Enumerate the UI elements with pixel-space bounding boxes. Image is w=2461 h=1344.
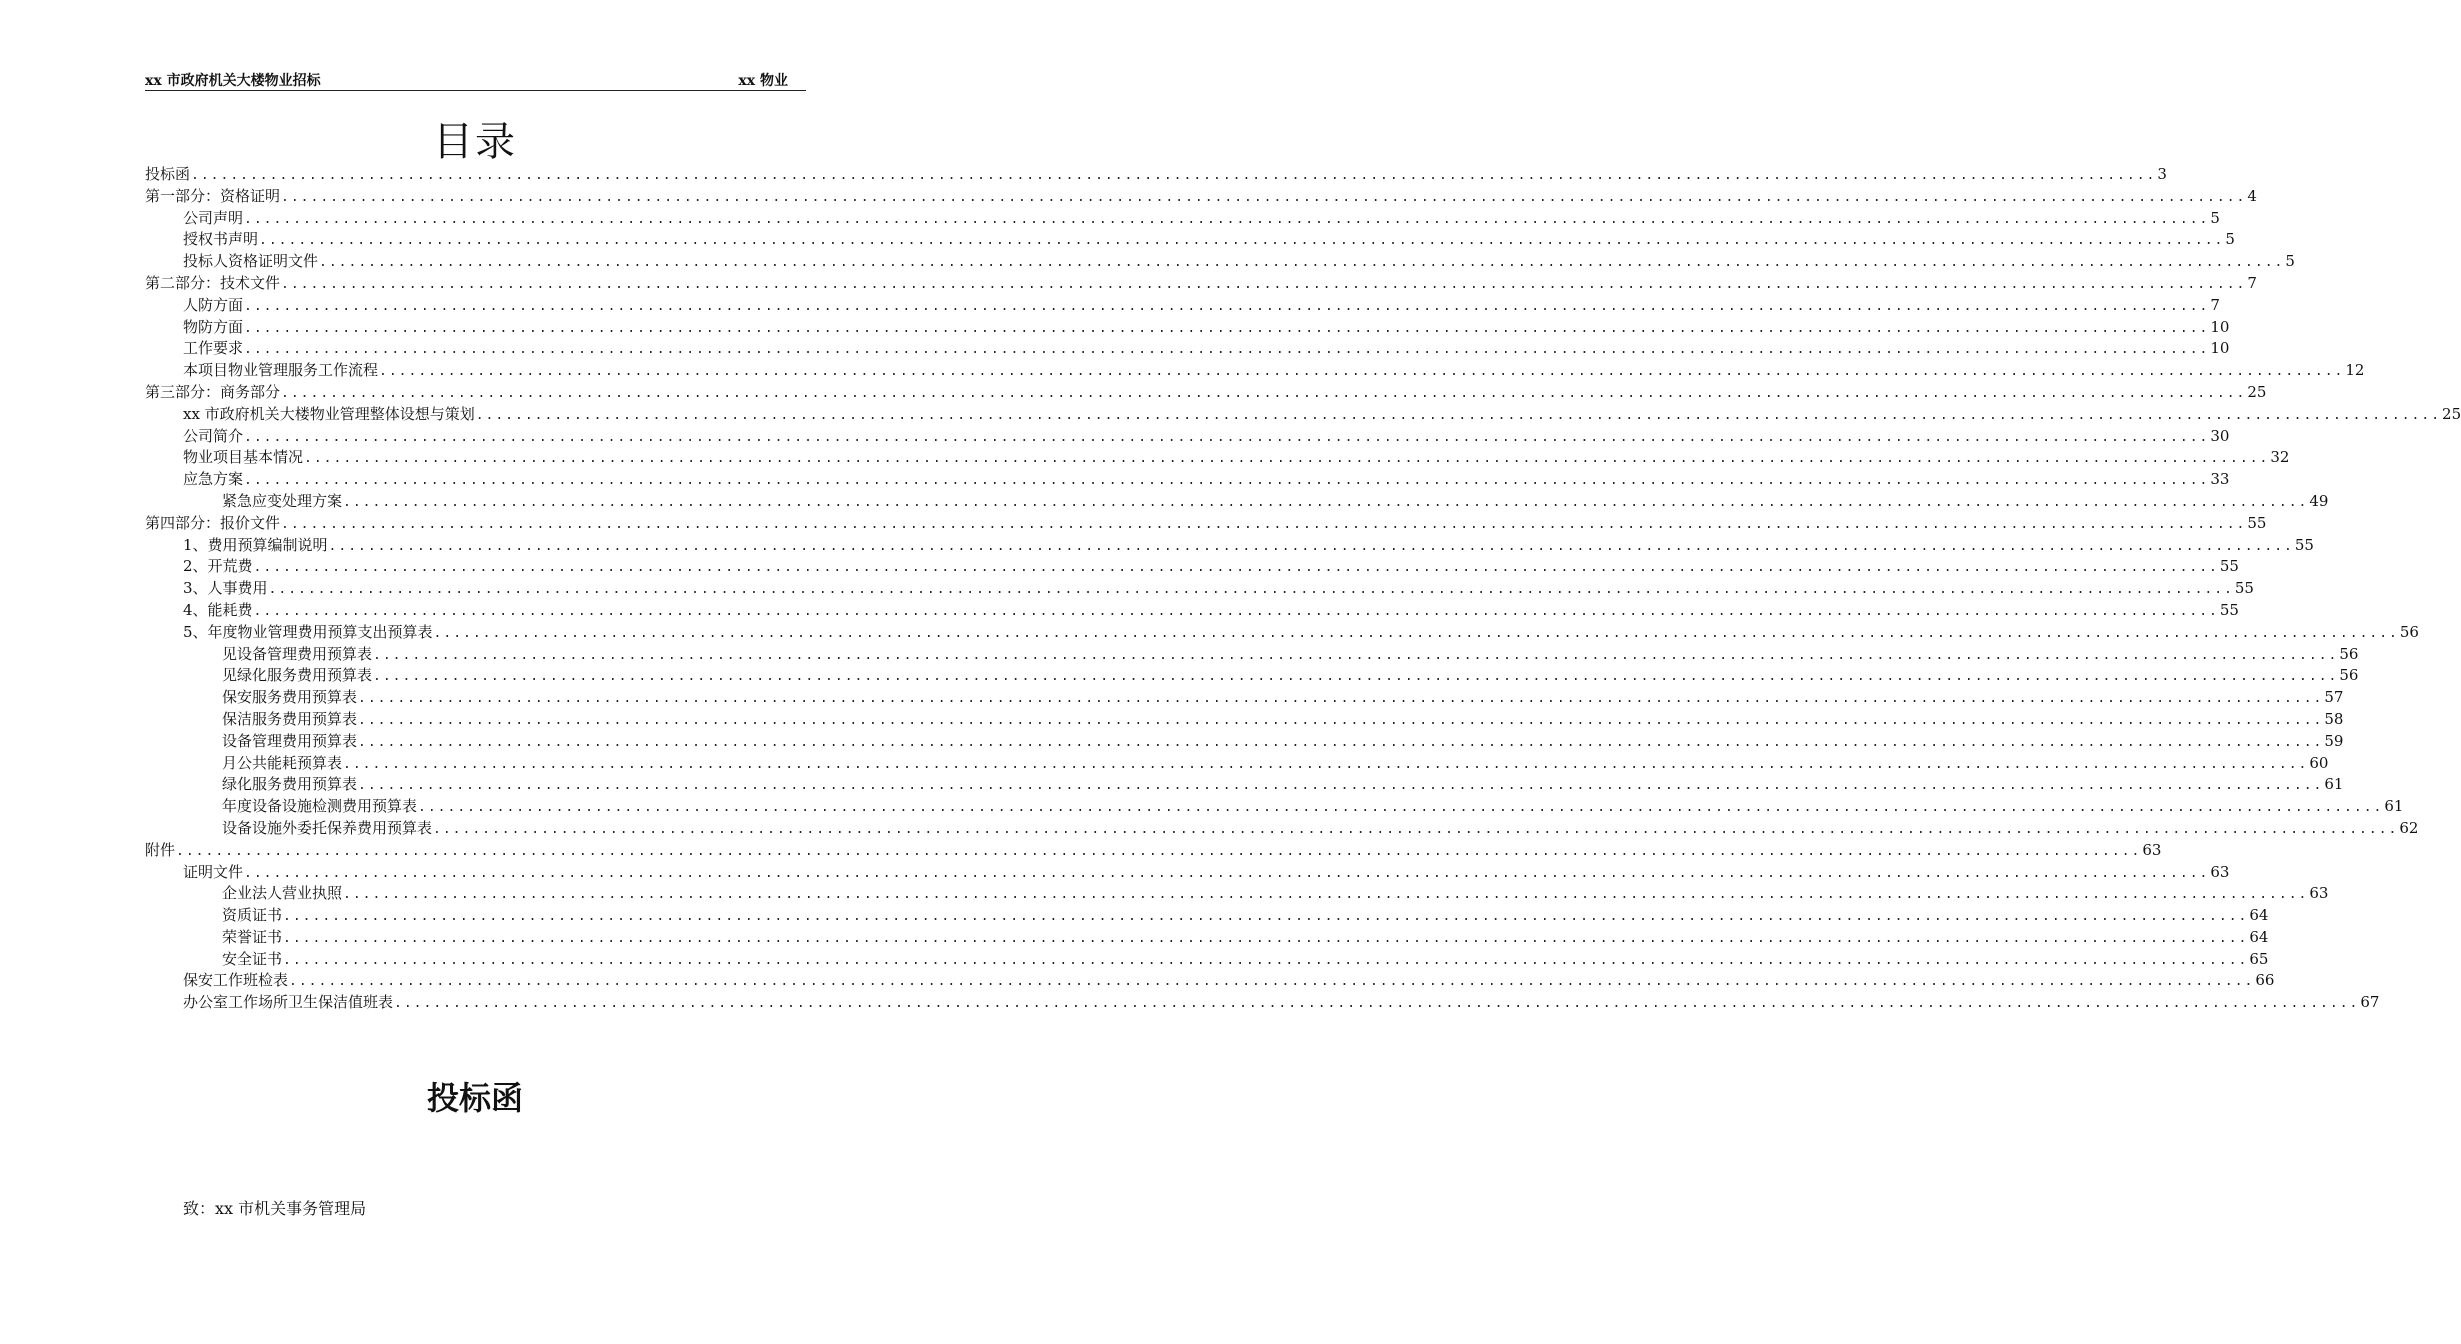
toc-leader-dots: ........................................................................................................................................................................................................ (244, 211, 2210, 227)
toc-leader-dots: ........................................................................................................................................................................................................ (244, 342, 2210, 358)
toc-entry-page: 55 (2294, 535, 2314, 554)
toc-entry-page: 55 (2234, 579, 2254, 598)
toc-entry[interactable] (145, 229, 2235, 251)
toc-entry-page: 10 (2210, 339, 2230, 358)
toc-leader-dots: ........................................................................................................................................................................................................ (319, 255, 2285, 271)
toc-entry[interactable] (145, 927, 2269, 949)
toc-entry[interactable] (145, 992, 2380, 1014)
toc-entry[interactable] (145, 469, 2230, 491)
toc-entry-label: 工作要求 (183, 339, 244, 358)
toc-leader-dots: ........................................................................................................................................................................................................ (418, 800, 2384, 816)
toc-entry-label: 5、年度物业管理费用预算支出预算表 (183, 622, 433, 641)
toc-entry-page: 5 (2210, 208, 2220, 227)
section-title: 投标函 (426, 1079, 523, 1117)
toc-entry[interactable] (145, 796, 2404, 818)
toc-entry[interactable] (145, 447, 2290, 469)
toc-entry[interactable] (145, 295, 2220, 317)
toc-entry[interactable] (145, 665, 2359, 687)
toc-entry[interactable] (145, 404, 2461, 426)
toc-entry[interactable] (145, 317, 2230, 339)
toc-leader-dots: ........................................................................................................................................................................................................ (281, 385, 2247, 401)
toc-leader-dots: ........................................................................................................................................................................................................ (283, 952, 2249, 968)
toc-entry-label: 授权书声明 (183, 230, 259, 249)
toc-entry-label: 1、费用预算编制说明 (183, 535, 328, 554)
toc-leader-dots: ........................................................................................................................................................................................................ (281, 516, 2247, 532)
toc-entry-label: 物防方面 (183, 317, 244, 336)
toc-entry-page: 55 (2219, 600, 2239, 619)
toc-entry-label: 人防方面 (183, 295, 244, 314)
toc-entry-page: 32 (2270, 448, 2290, 467)
toc-entry-page: 25 (2442, 404, 2461, 423)
toc-entry-page: 64 (2249, 927, 2269, 946)
toc-entry[interactable] (145, 382, 2267, 404)
toc-entry[interactable] (145, 774, 2344, 796)
toc-entry-page: 57 (2324, 688, 2344, 707)
toc-leader-dots: ........................................................................................................................................................................................................ (358, 778, 2324, 794)
toc-entry-label: 保洁服务费用预算表 (222, 709, 358, 728)
toc-entry-label: 公司声明 (183, 208, 244, 227)
toc-leader-dots: ........................................................................................................................................................................................................ (433, 821, 2399, 837)
toc-entry[interactable] (145, 883, 2329, 905)
toc-entry-label: 办公室工作场所卫生保洁值班表 (183, 993, 394, 1012)
toc-entry-label: 投标人资格证明文件 (183, 252, 319, 271)
toc-entry[interactable] (145, 273, 2257, 295)
toc-entry-page: 56 (2339, 644, 2359, 663)
toc-entry-label: 本项目物业管理服务工作流程 (183, 361, 379, 380)
toc-entry[interactable] (145, 905, 2269, 927)
header-title: xx 市政府机关大楼物业招标 (145, 73, 321, 89)
toc-entry-label: 第一部分：资格证明 (145, 186, 281, 205)
toc-entry[interactable] (145, 687, 2344, 709)
toc-entry-page: 63 (2142, 840, 2162, 859)
toc-leader-dots: ........................................................................................................................................................................................................ (358, 734, 2324, 750)
toc-leader-dots: ........................................................................................................................................................................................................ (304, 451, 2270, 467)
toc-entry-page: 7 (2210, 295, 2220, 314)
toc-leader-dots: ........................................................................................................................................................................................................ (268, 582, 2234, 598)
header-company: xx 物业 (738, 73, 788, 89)
toc-entry[interactable] (145, 186, 2257, 208)
toc-entry[interactable] (145, 338, 2230, 360)
toc-leader-dots: ........................................................................................................................................................................................................ (433, 625, 2399, 641)
toc-leader-dots: ........................................................................................................................................................................................................ (253, 603, 2219, 619)
toc-entry-label: 企业法人营业执照 (222, 884, 343, 903)
toc-entry-page: 65 (2249, 949, 2269, 968)
toc-leader-dots: ........................................................................................................................................................................................................ (289, 974, 2255, 990)
toc-leader-dots: ........................................................................................................................................................................................................ (373, 647, 2339, 663)
toc-entry-page: 25 (2247, 382, 2267, 401)
toc-entry[interactable] (145, 208, 2220, 230)
toc-entry-label: 物业项目基本情况 (183, 448, 304, 467)
toc-entry[interactable] (145, 622, 2419, 644)
toc-entry[interactable] (145, 970, 2275, 992)
toc-entry-label: 第二部分：技术文件 (145, 273, 281, 292)
toc-leader-dots: ........................................................................................................................................................................................................ (373, 669, 2339, 685)
toc-entry-label: 第四部分：报价文件 (145, 513, 281, 532)
toc-entry-label: 资质证书 (222, 906, 283, 925)
toc-entry-page: 10 (2210, 317, 2230, 336)
toc-entry-label: 绿化服务费用预算表 (222, 775, 358, 794)
toc-entry-label: 保安服务费用预算表 (222, 688, 358, 707)
toc-entry-page: 3 (2157, 165, 2167, 183)
toc-entry-page: 66 (2255, 971, 2275, 990)
toc-entry-page: 56 (2399, 622, 2419, 641)
toc-entry-page: 5 (2285, 252, 2295, 271)
toc-entry[interactable] (145, 709, 2344, 731)
table-of-contents (145, 164, 2461, 1014)
toc-leader-dots: ........................................................................................................................................................................................................ (358, 712, 2324, 728)
addressee-line: 致：xx 市机关事务管理局 (183, 1199, 367, 1218)
toc-leader-dots: ........................................................................................................................................................................................................ (283, 930, 2249, 946)
toc-entry-page: 61 (2384, 797, 2404, 816)
toc-entry-label: 见绿化服务费用预算表 (222, 666, 373, 685)
toc-leader-dots: ........................................................................................................................................................................................................ (244, 429, 2210, 445)
toc-entry-page: 63 (2309, 884, 2329, 903)
toc-entry-label: 投标函 (145, 165, 191, 183)
toc-entry[interactable] (145, 731, 2344, 753)
toc-leader-dots: ........................................................................................................................................................................................................ (244, 473, 2210, 489)
toc-entry-page: 61 (2324, 775, 2344, 794)
toc-entry-label: 4、能耗费 (183, 600, 253, 619)
toc-entry-label: 年度设备设施检测费用预算表 (222, 797, 418, 816)
toc-entry-label: 保安工作班检表 (183, 971, 289, 990)
toc-entry[interactable] (145, 360, 2365, 382)
toc-entry[interactable] (145, 753, 2329, 775)
toc-entry[interactable] (145, 949, 2269, 971)
toc-entry-label: 紧急应变处理方案 (222, 491, 343, 510)
toc-entry-label: 应急方案 (183, 470, 244, 489)
toc-entry-label: 2、开荒费 (183, 557, 253, 576)
toc-entry-label: 安全证书 (222, 949, 283, 968)
toc-entry[interactable] (145, 164, 2167, 186)
toc-entry-page: 67 (2360, 993, 2380, 1012)
toc-entry-label: 证明文件 (183, 862, 244, 881)
toc-entry-page: 55 (2219, 557, 2239, 576)
toc-entry-label: 3、人事费用 (183, 579, 268, 598)
toc-entry-label: 荣誉证书 (222, 927, 283, 946)
toc-leader-dots: ........................................................................................................................................................................................................ (176, 843, 2142, 859)
toc-entry[interactable] (145, 513, 2267, 535)
toc-entry-page: 5 (2225, 230, 2235, 249)
toc-leader-dots: ........................................................................................................................................................................................................ (244, 865, 2210, 881)
toc-leader-dots: ........................................................................................................................................................................................................ (191, 168, 2157, 183)
toc-title: 目录 (433, 119, 517, 165)
page-header (145, 70, 806, 91)
toc-leader-dots: ........................................................................................................................................................................................................ (343, 887, 2309, 903)
toc-entry-page: 30 (2210, 426, 2230, 445)
toc-entry[interactable] (145, 862, 2230, 884)
toc-entry-label: 设备设施外委托保养费用预算表 (222, 818, 433, 837)
toc-entry-page: 55 (2247, 513, 2267, 532)
toc-entry-label: 月公共能耗预算表 (222, 753, 343, 772)
toc-entry-label: xx 市政府机关大楼物业管理整体设想与策划 (183, 404, 475, 423)
toc-entry-label: 附件 (145, 840, 176, 859)
toc-entry-page: 4 (2247, 186, 2257, 205)
toc-entry-label: 公司简介 (183, 426, 244, 445)
toc-leader-dots: ........................................................................................................................................................................................................ (281, 189, 2247, 205)
toc-entry-page: 63 (2210, 862, 2230, 881)
toc-leader-dots: ........................................................................................................................................................................................................ (343, 494, 2309, 510)
toc-entry[interactable] (145, 840, 2162, 862)
toc-leader-dots: ........................................................................................................................................................................................................ (328, 538, 2294, 554)
toc-leader-dots: ........................................................................................................................................................................................................ (253, 560, 2219, 576)
toc-leader-dots: ........................................................................................................................................................................................................ (244, 298, 2210, 314)
toc-entry-page: 59 (2324, 731, 2344, 750)
toc-entry-label: 第三部分：商务部分 (145, 382, 281, 401)
toc-entry[interactable] (145, 818, 2419, 840)
toc-entry[interactable] (145, 578, 2254, 600)
toc-entry[interactable] (145, 600, 2239, 622)
toc-entry-page: 49 (2309, 491, 2329, 510)
toc-leader-dots: ........................................................................................................................................................................................................ (259, 233, 2225, 249)
toc-entry-page: 62 (2399, 818, 2419, 837)
toc-entry-page: 33 (2210, 470, 2230, 489)
toc-entry-page: 56 (2339, 666, 2359, 685)
toc-leader-dots: ........................................................................................................................................................................................................ (379, 364, 2345, 380)
toc-entry[interactable] (145, 556, 2239, 578)
toc-entry[interactable] (145, 426, 2230, 448)
toc-entry[interactable] (145, 644, 2359, 666)
toc-leader-dots: ........................................................................................................................................................................................................ (283, 909, 2249, 925)
toc-leader-dots: ........................................................................................................................................................................................................ (244, 320, 2210, 336)
toc-leader-dots: ........................................................................................................................................................................................................ (394, 996, 2360, 1012)
toc-entry-page: 64 (2249, 906, 2269, 925)
toc-leader-dots: ........................................................................................................................................................................................................ (358, 691, 2324, 707)
toc-leader-dots: ........................................................................................................................................................................................................ (475, 407, 2442, 423)
toc-entry-page: 12 (2345, 361, 2365, 380)
toc-entry[interactable] (145, 251, 2295, 273)
toc-entry-page: 7 (2247, 273, 2257, 292)
toc-entry-page: 58 (2324, 709, 2344, 728)
toc-entry-label: 设备管理费用预算表 (222, 731, 358, 750)
toc-entry[interactable] (145, 535, 2314, 557)
toc-entry[interactable] (145, 491, 2329, 513)
toc-entry-page: 60 (2309, 753, 2329, 772)
toc-leader-dots: ........................................................................................................................................................................................................ (343, 756, 2309, 772)
toc-entry-label: 见设备管理费用预算表 (222, 644, 373, 663)
toc-leader-dots: ........................................................................................................................................................................................................ (281, 276, 2247, 292)
